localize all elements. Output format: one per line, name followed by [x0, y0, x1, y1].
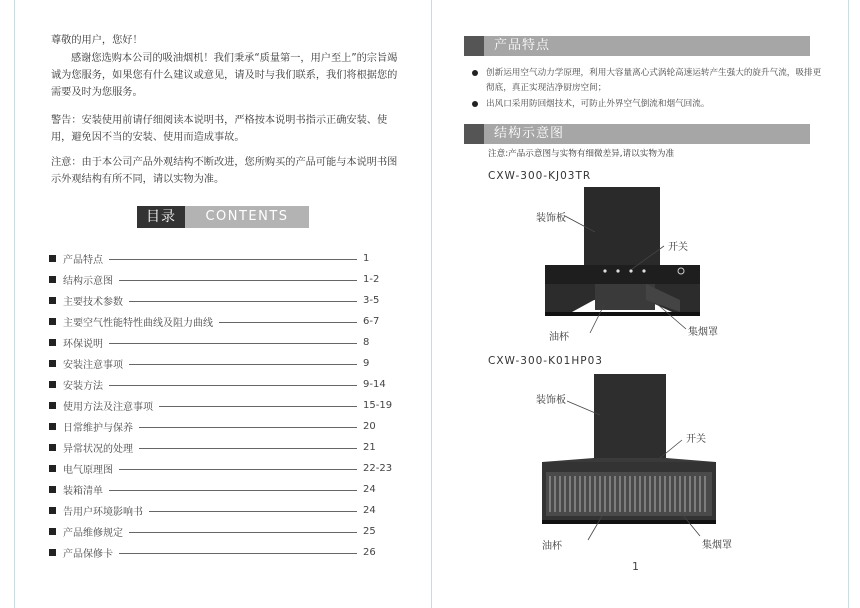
- square-bullet-icon: [49, 402, 56, 409]
- square-bullet-icon: [49, 381, 56, 388]
- toc-title: 装箱清单: [63, 486, 103, 497]
- label-panel-2: 装饰板: [536, 395, 566, 406]
- greeting: 尊敬的用户，您好！: [51, 35, 143, 46]
- toc-row: [49, 500, 403, 521]
- toc-leader-line: [159, 406, 357, 407]
- feature-text: 出风口采用防回烟技术，可防止外界空气倒流和烟气回流。: [486, 99, 710, 109]
- toc-title: 电气原理图: [63, 465, 113, 476]
- toc-leader-line: [129, 532, 357, 533]
- toc-page: 6-7: [363, 316, 380, 327]
- toc-leader-line: [109, 259, 357, 260]
- toc-row: [49, 416, 403, 437]
- note-paragraph: 注意：由于本公司产品外观结构不断改进，您所购买的产品可能与本说明书图示外观结构有所不同，请以实物为准。: [51, 157, 398, 185]
- toc-page: 1: [363, 253, 370, 264]
- model-2-name: CXW-300-K01HP03: [488, 355, 603, 367]
- features-title: 产品特点: [494, 38, 551, 53]
- square-bullet-icon: [49, 255, 56, 262]
- table-of-contents: [49, 248, 403, 563]
- square-bullet-icon: [49, 318, 56, 325]
- right-page: [431, 0, 849, 608]
- toc-leader-line: [139, 427, 357, 428]
- toc-title: 安装方法: [63, 381, 103, 392]
- toc-title: 异常状况的处理: [63, 444, 133, 455]
- label-switch-2: 开关: [686, 434, 706, 445]
- toc-row: [49, 248, 403, 269]
- toc-title: 主要技术参数: [63, 297, 123, 308]
- toc-page: 21: [363, 442, 376, 453]
- label-switch-1: 开关: [668, 242, 688, 253]
- toc-title: 结构示意图: [63, 276, 113, 287]
- toc-row: [49, 332, 403, 353]
- structure-title: 结构示意图: [494, 126, 565, 141]
- toc-row: [49, 269, 403, 290]
- toc-page: 8: [363, 337, 370, 348]
- toc-page: 25: [363, 526, 376, 537]
- toc-page: 1-2: [363, 274, 380, 285]
- toc-title: 日常维护与保养: [63, 423, 133, 434]
- toc-page: 26: [363, 547, 376, 558]
- square-bullet-icon: [49, 528, 56, 535]
- toc-title: 安装注意事项: [63, 360, 123, 371]
- toc-leader-line: [219, 322, 357, 323]
- toc-page: 20: [363, 421, 376, 432]
- page-number: 1: [632, 560, 639, 573]
- toc-leader-line: [109, 490, 357, 491]
- square-bullet-icon: [49, 276, 56, 283]
- toc-page: 9-14: [363, 379, 386, 390]
- left-page: [14, 0, 431, 608]
- toc-page: 3-5: [363, 295, 380, 306]
- square-bullet-icon: [49, 507, 56, 514]
- label-panel-1: 装饰板: [536, 213, 566, 224]
- toc-leader-line: [149, 511, 357, 512]
- feature-text: 创新运用空气动力学原理，利用大容量离心式涡轮高速运转产生强大的旋升气流，吸排更彻底，真正实现洁净厨房空间；: [486, 68, 822, 93]
- toc-title: 主要空气性能特性曲线及阻力曲线: [63, 318, 213, 329]
- label-hood-1: 集烟罩: [688, 327, 718, 338]
- toc-page: 15-19: [363, 400, 393, 411]
- square-bullet-icon: [49, 549, 56, 556]
- toc-leader-line: [119, 469, 357, 470]
- label-cup-1: 油杯: [549, 332, 569, 343]
- range-hood-2-drawing: [542, 374, 716, 540]
- square-bullet-icon: [49, 465, 56, 472]
- toc-row: [49, 353, 403, 374]
- toc-leader-line: [129, 364, 357, 365]
- toc-row: [49, 374, 403, 395]
- toc-title: 告用户环境影响书: [63, 507, 143, 518]
- toc-row: [49, 479, 403, 500]
- toc-title: 产品保修卡: [63, 549, 113, 560]
- toc-row: [49, 395, 403, 416]
- toc-page: 9: [363, 358, 370, 369]
- toc-title: 产品特点: [63, 255, 103, 266]
- toc-leader-line: [109, 385, 357, 386]
- intro-paragraph: 感谢您选购本公司的吸油烟机！我们秉承“质量第一，用户至上”的宗旨竭诚为您服务，如果您有什么建议或意见，请及时与我们联系，我们将根据您的需要及时为您服务。: [51, 53, 398, 98]
- toc-row: [49, 542, 403, 563]
- toc-leader-line: [139, 448, 357, 449]
- contents-title-en: CONTENTS: [185, 206, 309, 228]
- square-bullet-icon: [49, 486, 56, 493]
- toc-row: [49, 290, 403, 311]
- contents-header: [137, 206, 309, 228]
- toc-row: [49, 311, 403, 332]
- warning-paragraph: 警告：安装使用前请仔细阅读本说明书，严格按本说明书指示正确安装、使用，避免因不当的安装、使用而造成事故。: [51, 115, 388, 143]
- label-cup-2: 油杯: [542, 541, 562, 552]
- model-1-name: CXW-300-KJ03TR: [488, 170, 592, 182]
- toc-row: [49, 437, 403, 458]
- toc-title: 使用方法及注意事项: [63, 402, 153, 413]
- toc-leader-line: [129, 301, 357, 302]
- structure-note: 注意:产品示意图与实物有细微差异,请以实物为准: [488, 149, 675, 159]
- toc-leader-line: [119, 280, 357, 281]
- toc-page: 22-23: [363, 463, 393, 474]
- range-hood-illustrations: [432, 0, 848, 608]
- toc-row: [49, 458, 403, 479]
- toc-title: 产品维修规定: [63, 528, 123, 539]
- range-hood-1-drawing: [545, 187, 700, 333]
- contents-title-cn: 目录: [137, 206, 185, 228]
- toc-leader-line: [109, 343, 357, 344]
- label-hood-2: 集烟罩: [702, 540, 732, 551]
- square-bullet-icon: [49, 360, 56, 367]
- toc-leader-line: [119, 553, 357, 554]
- square-bullet-icon: [49, 297, 56, 304]
- toc-row: [49, 521, 403, 542]
- square-bullet-icon: [49, 339, 56, 346]
- toc-title: 环保说明: [63, 339, 103, 350]
- toc-page: 24: [363, 484, 376, 495]
- square-bullet-icon: [49, 423, 56, 430]
- toc-page: 24: [363, 505, 376, 516]
- square-bullet-icon: [49, 444, 56, 451]
